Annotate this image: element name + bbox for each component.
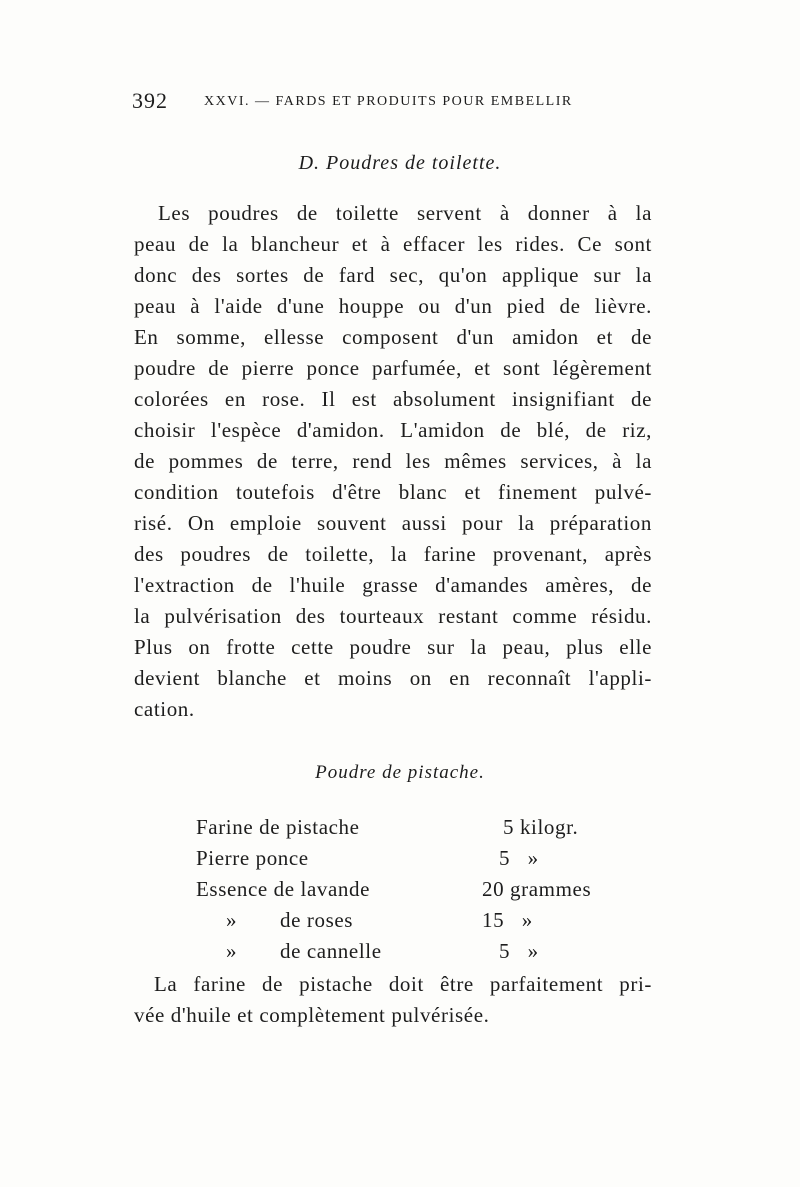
text-line: choisir l'espèce d'amidon. L'amidon de blé, de riz, (134, 418, 652, 442)
ingredient-name: Pierre ponce (196, 846, 309, 870)
text-line: risé. On emploie souvent aussi pour la préparation (134, 511, 652, 535)
text-line: l'extraction de l'huile grasse d'amandes amères, de (134, 573, 652, 597)
recipe-row (0, 815, 800, 846)
text-line: Plus on frotte cette poudre sur la peau, plus elle (134, 635, 652, 659)
ingredient-quantity: 15 » (482, 908, 533, 932)
recipe-note (134, 969, 652, 1031)
ditto-mark: » (226, 939, 238, 963)
recipe-row (0, 908, 800, 939)
text-line: devient blanche et moins on en reconnaît l'appli- (134, 666, 652, 690)
ditto-mark: » (226, 908, 238, 932)
ingredient-quantity: 5 » (499, 939, 539, 963)
text-line: vée d'huile et complètement pulvérisée. (134, 1003, 490, 1027)
text-line: condition toutefois d'être blanc et finement pulvé- (134, 480, 652, 504)
text-line: la pulvérisation des tourteaux restant comme résidu. (134, 604, 652, 628)
text-line: de pommes de terre, rend les mêmes services, à la (134, 449, 652, 473)
page-number: 392 (132, 88, 168, 113)
recipe-row (0, 846, 800, 877)
text-line: Les poudres de toilette servent à donner à la (158, 201, 652, 225)
ingredient-name: Essence de lavande (196, 877, 371, 901)
ingredient-name: Farine de pistache (196, 815, 360, 839)
text-line: cation. (134, 697, 195, 721)
ingredient-quantity: 20 grammes (482, 877, 592, 901)
ingredient-name: de cannelle (280, 939, 382, 963)
recipe-table (0, 815, 800, 970)
text-line: peau à l'aide d'une houppe ou d'un pied de lièvre. (134, 294, 652, 318)
page-header (132, 88, 652, 116)
ingredient-quantity: 5 » (499, 846, 539, 870)
recipe-row (0, 877, 800, 908)
text-line: des poudres de toilette, la farine provenant, après (134, 542, 652, 566)
text-line: peau de la blancheur et à effacer les rides. Ce sont (134, 232, 652, 256)
text-line: La farine de pistache doit être parfaitement pri- (154, 972, 652, 996)
ingredient-quantity: 5 kilogr. (503, 815, 579, 839)
running-head: XXVI. — FARDS ET PRODUITS POUR EMBELLIR (204, 94, 573, 109)
recipe-title: Poudre de pistache. (315, 762, 485, 783)
body-paragraph (134, 198, 652, 725)
ingredient-name-ditto (226, 939, 382, 964)
text-line: donc des sortes de fard sec, qu'on applique sur la (134, 263, 652, 287)
text-line: poudre de pierre ponce parfumée, et sont légèrement (134, 356, 652, 380)
recipe-row (0, 939, 800, 970)
ingredient-name: de roses (280, 908, 354, 932)
text-line: En somme, ellesse composent d'un amidon et de (134, 325, 652, 349)
section-title: D. Poudres de toilette. (298, 152, 502, 174)
text-line: colorées en rose. Il est absolument insignifiant de (134, 387, 652, 411)
ingredient-name-ditto (226, 908, 353, 933)
